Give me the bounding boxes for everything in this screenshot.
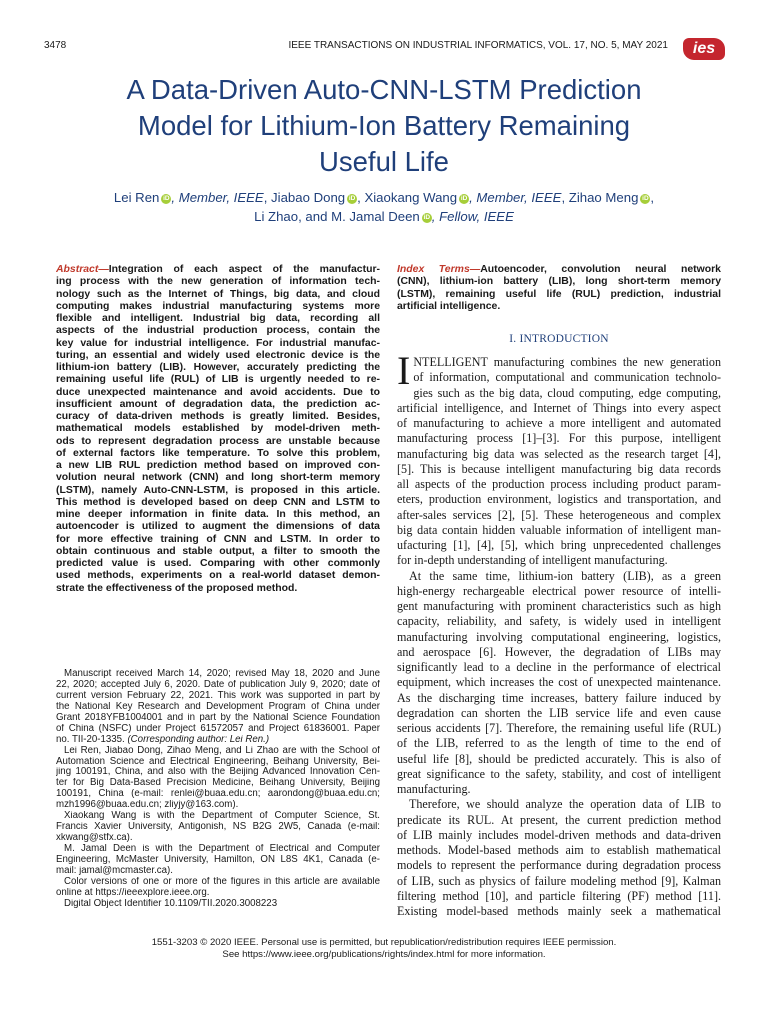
footnote-line: the National Key Research and Development Program of China under [56, 701, 380, 712]
footnote-line: Grant 2018YFB1004001 and in part by the National Science Foundation [56, 712, 380, 723]
index-terms-line: (CNN), lithium-ion battery (LIB), long short-term memory [397, 276, 721, 288]
body-line: artificial intelligence, and Internet of Things into every aspect [397, 400, 721, 415]
body-line: gies such as the big data, cloud computing, edge computing, [413, 385, 721, 400]
footnote-line: jing 100191, China, and also with the Beijing Advanced Innovation Cen- [56, 767, 380, 778]
body-line: gent manufacturing with prominent characteristics such as high [397, 599, 721, 613]
footnotes [56, 669, 380, 910]
orcid-icon[interactable]: iD [348, 195, 356, 202]
body-line: capacity, reliability, and safety, is widely used in intelligent [397, 614, 721, 629]
abstract-line: duce unexpected maintenance and avoid accidents. Due to [56, 386, 380, 398]
body-line: significantly lead to a decline in the performance of electrical [397, 660, 721, 674]
author-name: , Xiaokang Wang [357, 190, 458, 205]
footnote-line: 100191, China (e-mail: renlei@buaa.edu.cn; aarondong@buaa.edu.cn; [56, 789, 380, 800]
title-line: Useful Life [319, 146, 449, 177]
abstract-line: (LSTM), namely Auto-CNN-LSTM, is proposed in this article. [56, 484, 380, 496]
journal-header: IEEE TRANSACTIONS ON INDUSTRIAL INFORMATICS, VOL. 17, NO. 5, MAY 2021 [288, 40, 668, 51]
footnote-line: Francis Xavier University, Antigonish, NS B2G 2W5, Canada (e-mail: [56, 822, 380, 833]
abstract-line: obtain continuous and stable output, a filter to smooth the [56, 545, 380, 557]
body-line: great significance to the safety, stability, and cost of intelligent [397, 766, 721, 781]
orcid-icon[interactable]: iD [423, 213, 431, 221]
body-line: Existing model-based methods mainly seek a mathematical [397, 904, 721, 918]
title-line: Model for Lithium-Ion Battery Remaining [137, 110, 631, 141]
introduction-body [397, 348, 721, 919]
body-line: for in-depth understanding of intelligent manufacturing. [397, 553, 668, 568]
abstract-line: predicted value is used. Comparing with other commonly [56, 558, 380, 569]
body-line: equipment, which increases the cost of unexpected maintenance. [397, 675, 721, 690]
body-line: At the same time, lithium-ion battery (LIB), as a green [409, 568, 721, 583]
page-number: 3478 [44, 40, 67, 51]
body-line: of manufacturing to achieve a more intelligent and automated [397, 416, 721, 430]
body-line: manufacturing process [1]–[3]. For this purpose, intelligent [397, 431, 721, 446]
body-line: manufacturing. [397, 782, 471, 796]
body-line: NTELLIGENT manufacturing combines the new generation [413, 355, 721, 369]
footnote-line: Lei Ren, Jiabao Dong, Zihao Meng, and Li Zhao are with the School of [64, 745, 380, 756]
author-separator: , [650, 190, 655, 205]
orcid-icon[interactable]: iD [163, 195, 170, 202]
footnote-line: xkwang@stfx.ca). [56, 833, 133, 844]
body-line: manufacturing big data was selected as the research target [4], [397, 446, 721, 461]
body-line: of information, computational and communication technolo- [413, 370, 721, 385]
abstract-line: flexible and intelligent. Industrial big data, recording all [56, 313, 380, 324]
author-name: Li Zhao, and M. Jamal Deen [254, 208, 420, 224]
body-line: useful life [8], should be predicted accurately. This is also of [397, 751, 721, 766]
author-membership: , Fellow, IEEE [431, 208, 514, 224]
body-line: after-sales services [2], [5]. These heterogeneous and complex [397, 507, 721, 522]
index-terms-line [397, 264, 721, 276]
orcid-icon[interactable]: iD [642, 195, 649, 202]
footnote-line: ter for Big Data-Based Precision Medicine, Beihang University, Beijing [56, 778, 380, 789]
abstract-line: nology such as the Internet of Things, big data, and cloud [56, 288, 380, 300]
abstract-line: ing process with the new generation of information tech- [56, 276, 380, 288]
body-line: high-energy rechargeable electrical power resource of intelli- [397, 583, 721, 598]
abstract-line: of external factors like temperature. To solve this problem, [56, 447, 380, 459]
section-heading: I. INTRODUCTION [509, 333, 609, 345]
body-line: [5]. This is because intelligent manufacturing big data records [397, 461, 721, 476]
orcid-icon[interactable]: iD [460, 195, 468, 202]
footnote-line: online at https://ieeexplore.ieee.org. [56, 887, 210, 898]
abstract-line: remaining useful life (RUL) of LIB is urgently needed to re- [56, 374, 380, 386]
index-terms-line: artificial intelligence. [397, 300, 501, 312]
author-line [40, 208, 728, 227]
abstract-line: computing makes industrial manufacturing systems more [56, 300, 380, 312]
footnote-line: 22, 2020; accepted July 6, 2020. Date of publication July 9, 2020; date of [56, 679, 380, 690]
body-line: of LIB mainly includes model-driven methods and data-driven [397, 827, 721, 842]
body-line: degradation can shorten the LIB service life and even cause [397, 705, 721, 720]
body-line: methods. Model-based methods aim to establish mathematical [397, 843, 721, 857]
footnote-line: Xiaokang Wang is with the Department of Computer Science, St. [64, 811, 380, 822]
body-line: all aspects of the production process including product param- [397, 477, 721, 491]
abstract-line: ods to represent degradation process are unstable because [56, 435, 380, 447]
corresponding-author: (Corresponding author: Lei Ren.) [127, 734, 270, 745]
body-line: of LIB, such as physics of failure modeling method [9], Kalman [397, 873, 721, 888]
body-line: filtering method [10], and particle filtering (PF) method [11]. [397, 888, 721, 903]
abstract-text: Integration of each aspect of the manufactur- [108, 264, 380, 275]
abstract [56, 264, 380, 595]
abstract-line: turing, an essential and widely used electronic device is the [56, 349, 380, 361]
body-line: and aerospace [6]. However, the degradation of LIBs may [397, 644, 721, 659]
footnote-line: Manuscript received March 14, 2020; revised May 18, 2020 and June [64, 669, 380, 679]
author-list [40, 189, 728, 226]
index-terms-label: Index Terms— [397, 264, 481, 275]
author-name: , Zihao Meng [561, 190, 639, 205]
footnote-line: mzh1996@buaa.edu.cn; zliyjy@163.com). [56, 800, 239, 811]
footnote-line [56, 735, 380, 746]
abstract-line: lithium-ion battery (LIB). However, accurately predicting the [56, 362, 380, 373]
abstract-line: mine deeper information in finite data. In this method, an [56, 509, 380, 520]
index-terms-text: Autoencoder, convolution neural network [480, 264, 721, 275]
copyright-line: See https://www.ieee.org/publications/rights/index.html for more information. [222, 949, 546, 960]
copyright-notice [40, 937, 728, 961]
body-line: predicate its RUL. At present, the current prediction method [397, 812, 721, 827]
abstract-label: Abstract— [56, 264, 109, 275]
body-line: ufacturing [1], [4], [5], which bring unprecedented challenges [397, 538, 721, 552]
ies-logo-icon: ies [683, 38, 725, 60]
author-line [40, 189, 728, 208]
body-line: models to represent the performance during degradation process [397, 858, 721, 873]
body-line: eters, production environment, logistics and transportation, and [397, 492, 721, 507]
abstract-line: aspects of the industrial production process, contain the [56, 325, 380, 337]
paper-title [40, 72, 728, 180]
abstract-line: used methods, experiments on a real-world dataset demon- [56, 570, 380, 582]
abstract-line: This method is developed based on deep CNN and LSTM to [56, 496, 380, 508]
footnote-line: M. Jamal Deen is with the Department of Electrical and Computer [64, 844, 380, 854]
abstract-line: volution neural network (CNN) and long short-term memory [56, 472, 380, 484]
index-terms [397, 264, 721, 313]
abstract-line: strate the effectiveness of the proposed method. [56, 582, 298, 594]
body-line: As the discharging time increases, battery failure induced by [397, 690, 721, 705]
body-line: manufacturing involving computational engineering, logistics, [397, 629, 721, 644]
footnote-line: current version February 22, 2021. This work was supported in part by [56, 690, 380, 701]
body-line: big data contain hidden valuable information of intelligent man- [397, 522, 721, 537]
abstract-line: curacy of data-driven methods is greatly limited. Besides, [56, 411, 380, 422]
footnote-text: no. TII-20-1335. [56, 734, 128, 745]
abstract-line: a new LIB RUL prediction method based on improved con- [56, 460, 380, 471]
abstract-line: insufficient amount of degradation data, the prediction ac- [56, 398, 380, 410]
footnote-line: Digital Object Identifier 10.1109/TII.2020.3008223 [64, 898, 278, 909]
title-line: A Data-Driven Auto-CNN-LSTM Prediction [126, 74, 642, 105]
author-name: , Jiabao Dong [263, 190, 346, 205]
author-name: Lei Ren [113, 190, 160, 205]
abstract-line: autoencoder is utilized to augment the dimensions of data [56, 521, 380, 533]
abstract-line: key value for industrial intelligence. For industrial manufac- [56, 337, 380, 349]
footnote-line: Color versions of one or more of the figures in this article are available [64, 876, 380, 887]
index-terms-line: (LSTM), remaining useful life (RUL) prediction, industrial [397, 288, 721, 300]
author-membership: , Member, IEEE [469, 190, 562, 205]
footnote-line: Engineering, McMaster University, Hamilton, ON L8S 4K1, Canada (e- [56, 854, 380, 865]
footnote-line: mail: jamal@mcmaster.ca). [56, 865, 173, 876]
abstract-line [56, 264, 380, 276]
body-line: serious accidents [7]. Therefore, the remaining useful life (RUL) [397, 721, 721, 735]
abstract-line: for more effective training of CNN and LSTM. In order to [56, 533, 380, 545]
author-membership: , Member, IEEE [171, 190, 264, 205]
footnote-line: of China (NSFC) under Project 61572057 and Project 61836001. Paper [56, 723, 380, 734]
footnote-line: Automation Science and Electrical Engineering, Beihang University, Bei- [56, 756, 380, 767]
drop-cap: I [397, 348, 411, 393]
abstract-line: mathematical models established by model-driven meth- [56, 423, 380, 435]
copyright-line: 1551-3203 © 2020 IEEE. Personal use is permitted, but republication/redistribution requires IEEE permission. [151, 937, 617, 948]
body-line: Therefore, we should analyze the operation data of LIB to [409, 797, 721, 812]
body-line: of the LIB, referred to as the length of time to the end of [397, 736, 721, 751]
